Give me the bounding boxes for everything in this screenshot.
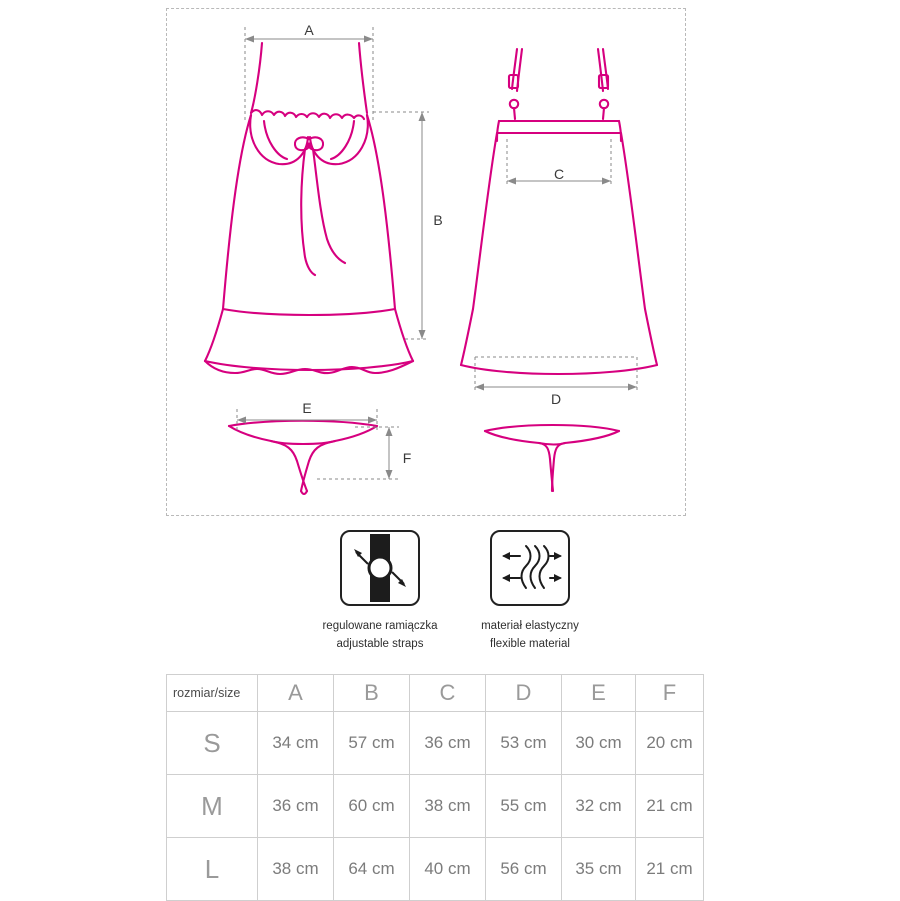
flexible-material-icon [490, 530, 570, 606]
header-cell-c: C [410, 675, 486, 712]
measurement-lines [237, 27, 637, 479]
header-cell-f: F [636, 675, 704, 712]
table-header-row [167, 675, 704, 712]
cell-c: 38 cm [410, 775, 486, 838]
back-view-garment [461, 49, 657, 374]
cell-d: 53 cm [486, 712, 562, 775]
feature-caption-pl: materiał elastyczny [481, 620, 579, 632]
front-thong [229, 421, 377, 494]
cell-c: 40 cm [410, 838, 486, 901]
feature-flexible-material [450, 530, 610, 654]
dimension-label-d: D [550, 391, 562, 407]
cell-e: 35 cm [562, 838, 636, 901]
dimension-label-b: B [433, 212, 443, 228]
cell-f: 21 cm [636, 775, 704, 838]
cell-e: 32 cm [562, 775, 636, 838]
back-thong [485, 425, 619, 491]
header-cell-a: A [258, 675, 334, 712]
table-row [167, 838, 704, 901]
feature-icons [300, 530, 620, 670]
cell-a: 38 cm [258, 838, 334, 901]
cell-f: 21 cm [636, 838, 704, 901]
measurement-diagram [167, 9, 687, 517]
cell-a: 36 cm [258, 775, 334, 838]
feature-caption-en: flexible material [490, 637, 570, 650]
cell-b: 57 cm [334, 712, 410, 775]
feature-adjustable-straps [300, 530, 460, 654]
header-cell-d: D [486, 675, 562, 712]
row-size-name: S [167, 712, 258, 775]
size-chart-table [166, 674, 704, 901]
cell-c: 36 cm [410, 712, 486, 775]
feature-caption-en: adjustable straps [336, 637, 424, 650]
feature-caption-pl: regulowane ramiączka [322, 620, 438, 632]
cell-d: 56 cm [486, 838, 562, 901]
cell-b: 60 cm [334, 775, 410, 838]
dimension-label-e: E [302, 400, 312, 416]
adjustable-strap-icon [340, 530, 420, 606]
table-row [167, 712, 704, 775]
dimension-label-c: C [553, 166, 565, 182]
product-measurement-diagram-panel [166, 8, 686, 516]
cell-f: 20 cm [636, 712, 704, 775]
dimension-label-a: A [304, 22, 314, 38]
cell-d: 55 cm [486, 775, 562, 838]
cell-b: 64 cm [334, 838, 410, 901]
cell-e: 30 cm [562, 712, 636, 775]
header-cell-e: E [562, 675, 636, 712]
dimension-label-f: F [402, 450, 412, 466]
cell-a: 34 cm [258, 712, 334, 775]
front-view-garment [205, 43, 413, 374]
header-cell-size-label: rozmiar/size [167, 675, 258, 712]
header-cell-b: B [334, 675, 410, 712]
row-size-name: M [167, 775, 258, 838]
table-row [167, 775, 704, 838]
row-size-name: L [167, 838, 258, 901]
